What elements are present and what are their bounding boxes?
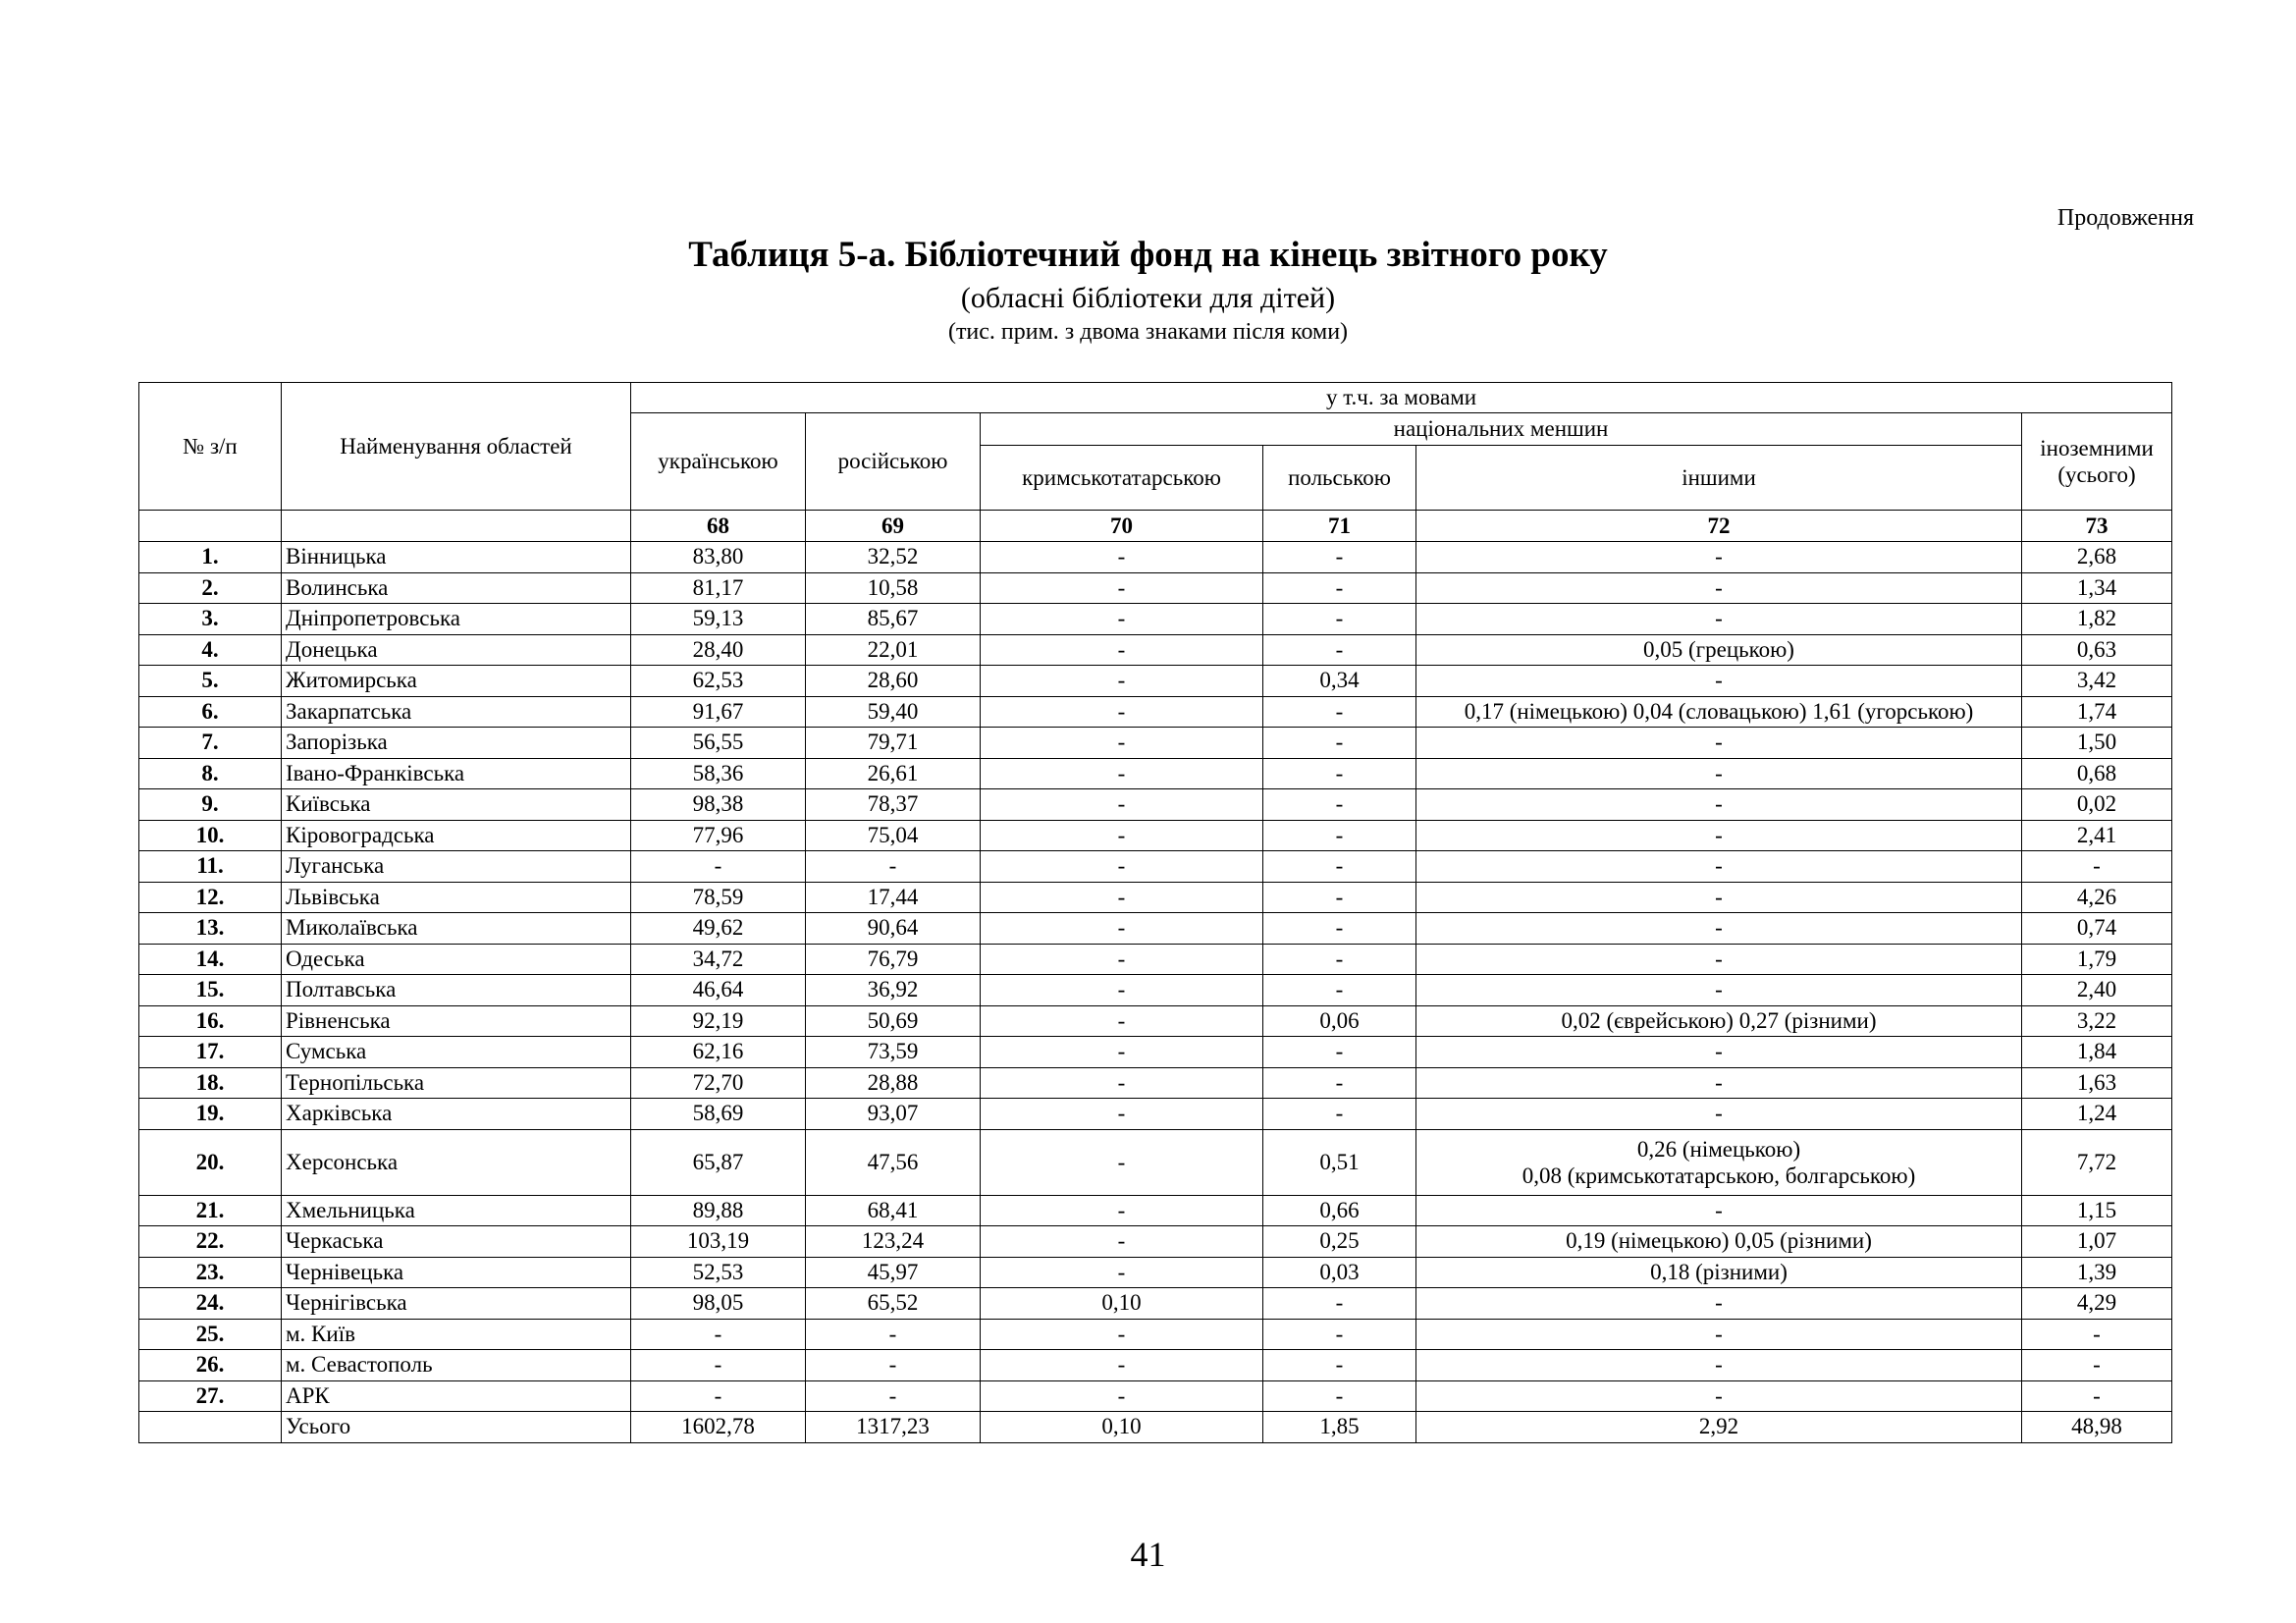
polish-value: - [1263, 634, 1416, 666]
region-name: Закарпатська [282, 696, 631, 728]
ukrainian-value: 78,59 [631, 882, 806, 913]
other-languages-value: 2,92 [1416, 1412, 2022, 1443]
ukrainian-value: 62,53 [631, 666, 806, 697]
crimean-tatar-value: - [981, 1195, 1263, 1226]
region-name: Херсонська [282, 1129, 631, 1195]
crimean-tatar-value: - [981, 1380, 1263, 1412]
row-number: 19. [139, 1099, 282, 1130]
region-name: Запорізька [282, 728, 631, 759]
other-languages-value: - [1416, 758, 2022, 789]
foreign-value: 0,68 [2022, 758, 2172, 789]
crimean-tatar-value: - [981, 1129, 1263, 1195]
table-row [139, 1129, 2172, 1195]
table-row [139, 604, 2172, 635]
ukrainian-value: 46,64 [631, 975, 806, 1006]
table-row [139, 542, 2172, 573]
polish-value: - [1263, 1319, 1416, 1350]
polish-value: 0,34 [1263, 666, 1416, 697]
region-name: Хмельницька [282, 1195, 631, 1226]
region-name: Харківська [282, 1099, 631, 1130]
polish-value: - [1263, 1067, 1416, 1099]
polish-value: - [1263, 572, 1416, 604]
foreign-value: 1,63 [2022, 1067, 2172, 1099]
other-languages-value: - [1416, 975, 2022, 1006]
foreign-value: 0,74 [2022, 913, 2172, 945]
foreign-value: 3,42 [2022, 666, 2172, 697]
polish-value: - [1263, 1380, 1416, 1412]
crimean-tatar-value: - [981, 1257, 1263, 1288]
row-number: 25. [139, 1319, 282, 1350]
region-name: Донецька [282, 634, 631, 666]
row-number: 24. [139, 1288, 282, 1320]
page-number: 41 [1130, 1535, 1166, 1574]
ukrainian-value: 83,80 [631, 542, 806, 573]
russian-value: - [806, 1380, 981, 1412]
region-name: Івано-Франківська [282, 758, 631, 789]
crimean-tatar-value: - [981, 696, 1263, 728]
ukrainian-value: 58,69 [631, 1099, 806, 1130]
crimean-tatar-value: - [981, 1350, 1263, 1381]
crimean-tatar-value: - [981, 572, 1263, 604]
other-languages-value: - [1416, 1067, 2022, 1099]
foreign-value: 1,34 [2022, 572, 2172, 604]
table-row [139, 758, 2172, 789]
polish-value: - [1263, 820, 1416, 851]
region-name: Тернопільська [282, 1067, 631, 1099]
header-ukrainian: українською [631, 413, 806, 511]
crimean-tatar-value: - [981, 542, 1263, 573]
polish-value: - [1263, 728, 1416, 759]
polish-value: - [1263, 975, 1416, 1006]
region-name: Миколаївська [282, 913, 631, 945]
other-languages-value: - [1416, 1288, 2022, 1320]
other-languages-value: - [1416, 1350, 2022, 1381]
polish-value: - [1263, 604, 1416, 635]
header-foreign: іноземними (усього) [2022, 413, 2172, 511]
row-number [139, 1412, 282, 1443]
row-number: 22. [139, 1226, 282, 1258]
russian-value: 45,97 [806, 1257, 981, 1288]
table-row [139, 634, 2172, 666]
polish-value: - [1263, 882, 1416, 913]
ukrainian-value: - [631, 851, 806, 883]
crimean-tatar-value: - [981, 604, 1263, 635]
row-number: 1. [139, 542, 282, 573]
column-number: 70 [981, 511, 1263, 542]
region-name: Чернівецька [282, 1257, 631, 1288]
foreign-value: - [2022, 1380, 2172, 1412]
ukrainian-value: 34,72 [631, 944, 806, 975]
other-languages-value: - [1416, 604, 2022, 635]
russian-value: 32,52 [806, 542, 981, 573]
row-number: 11. [139, 851, 282, 883]
row-number: 5. [139, 666, 282, 697]
crimean-tatar-value: 0,10 [981, 1288, 1263, 1320]
other-languages-line: 0,08 (кримськотатарською, болгарською) [1522, 1163, 1916, 1188]
polish-value: 0,25 [1263, 1226, 1416, 1258]
other-languages-value: - [1416, 1380, 2022, 1412]
table-row [139, 944, 2172, 975]
other-languages-value: - [1416, 1037, 2022, 1068]
polish-value: - [1263, 789, 1416, 821]
foreign-value: 1,82 [2022, 604, 2172, 635]
table-row [139, 1005, 2172, 1037]
russian-value: - [806, 1319, 981, 1350]
ukrainian-value: 98,05 [631, 1288, 806, 1320]
row-number: 18. [139, 1067, 282, 1099]
crimean-tatar-value: - [981, 1319, 1263, 1350]
polish-value: 0,06 [1263, 1005, 1416, 1037]
row-number: 7. [139, 728, 282, 759]
other-languages-value: - [1416, 1099, 2022, 1130]
table-row [139, 1319, 2172, 1350]
ukrainian-value: 28,40 [631, 634, 806, 666]
table-row [139, 696, 2172, 728]
foreign-value: 3,22 [2022, 1005, 2172, 1037]
other-languages-value: - [1416, 789, 2022, 821]
region-name: Сумська [282, 1037, 631, 1068]
foreign-value: 0,02 [2022, 789, 2172, 821]
region-name: АРК [282, 1380, 631, 1412]
other-languages-value: - [1416, 666, 2022, 697]
row-number: 16. [139, 1005, 282, 1037]
units-note: (тис. прим. з двома знаками після коми) [947, 319, 1349, 345]
table-row [139, 820, 2172, 851]
foreign-value: 48,98 [2022, 1412, 2172, 1443]
crimean-tatar-value: - [981, 728, 1263, 759]
other-languages-value: - [1416, 882, 2022, 913]
russian-value: 68,41 [806, 1195, 981, 1226]
column-number: 69 [806, 511, 981, 542]
foreign-value: 1,84 [2022, 1037, 2172, 1068]
region-name: Кіровоградська [282, 820, 631, 851]
russian-value: 123,24 [806, 1226, 981, 1258]
ukrainian-value: - [631, 1350, 806, 1381]
region-name: Усього [282, 1412, 631, 1443]
table-row [139, 851, 2172, 883]
crimean-tatar-value: - [981, 1005, 1263, 1037]
russian-value: 85,67 [806, 604, 981, 635]
russian-value: 17,44 [806, 882, 981, 913]
ukrainian-value: 98,38 [631, 789, 806, 821]
crimean-tatar-value: - [981, 1067, 1263, 1099]
polish-value: - [1263, 1099, 1416, 1130]
russian-value: 47,56 [806, 1129, 981, 1195]
table-row [139, 1099, 2172, 1130]
crimean-tatar-value: - [981, 913, 1263, 945]
foreign-value: 1,79 [2022, 944, 2172, 975]
ukrainian-value: 58,36 [631, 758, 806, 789]
table-row [139, 572, 2172, 604]
total-row [139, 1412, 2172, 1443]
foreign-value: 0,63 [2022, 634, 2172, 666]
ukrainian-value: 72,70 [631, 1067, 806, 1099]
other-languages-value [1416, 1129, 2022, 1195]
table-row [139, 728, 2172, 759]
crimean-tatar-value: - [981, 1037, 1263, 1068]
table-row [139, 1226, 2172, 1258]
table-row [139, 975, 2172, 1006]
other-languages-value: - [1416, 542, 2022, 573]
polish-value: 0,51 [1263, 1129, 1416, 1195]
other-languages-value: - [1416, 1195, 2022, 1226]
foreign-value: 1,24 [2022, 1099, 2172, 1130]
foreign-value: 4,29 [2022, 1288, 2172, 1320]
table-row [139, 1195, 2172, 1226]
russian-value: 1317,23 [806, 1412, 981, 1443]
other-languages-value: - [1416, 572, 2022, 604]
polish-value: 1,85 [1263, 1412, 1416, 1443]
ukrainian-value: 49,62 [631, 913, 806, 945]
row-number: 27. [139, 1380, 282, 1412]
other-languages-value: - [1416, 944, 2022, 975]
foreign-value: - [2022, 1319, 2172, 1350]
row-number: 3. [139, 604, 282, 635]
header-other: іншими [1416, 446, 2022, 511]
row-number: 17. [139, 1037, 282, 1068]
ukrainian-value: 89,88 [631, 1195, 806, 1226]
crimean-tatar-value: - [981, 851, 1263, 883]
russian-value: 90,64 [806, 913, 981, 945]
crimean-tatar-value: - [981, 1226, 1263, 1258]
table-title: Таблиця 5-а. Бібліотечний фонд на кінець звітного року [688, 235, 1608, 275]
crimean-tatar-value: - [981, 820, 1263, 851]
table-row [139, 1350, 2172, 1381]
russian-value: 50,69 [806, 1005, 981, 1037]
other-languages-value: 0,19 (німецькою) 0,05 (різними) [1416, 1226, 2022, 1258]
russian-value: 10,58 [806, 572, 981, 604]
library-fund-table [138, 382, 2172, 1443]
other-languages-value: - [1416, 851, 2022, 883]
header-by-language: у т.ч. за мовами [631, 383, 2172, 413]
russian-value: 65,52 [806, 1288, 981, 1320]
polish-value: - [1263, 1350, 1416, 1381]
table-body [139, 542, 2172, 1443]
russian-value: 75,04 [806, 820, 981, 851]
other-languages-value: - [1416, 820, 2022, 851]
table-row [139, 789, 2172, 821]
ukrainian-value: 92,19 [631, 1005, 806, 1037]
foreign-value: 4,26 [2022, 882, 2172, 913]
region-name: Вінницька [282, 542, 631, 573]
column-number: 73 [2022, 511, 2172, 542]
region-name: Волинська [282, 572, 631, 604]
polish-value: - [1263, 851, 1416, 883]
header-crimean-tatar: кримськотатарською [981, 446, 1263, 511]
ukrainian-value: 65,87 [631, 1129, 806, 1195]
other-languages-value: 0,17 (німецькою) 0,04 (словацькою) 1,61 (угорською) [1416, 696, 2022, 728]
row-number: 4. [139, 634, 282, 666]
ukrainian-value: 52,53 [631, 1257, 806, 1288]
region-name: Луганська [282, 851, 631, 883]
polish-value: - [1263, 944, 1416, 975]
polish-value: - [1263, 913, 1416, 945]
header-num: № з/п [139, 383, 282, 511]
row-number: 14. [139, 944, 282, 975]
column-number: 68 [631, 511, 806, 542]
russian-value: 79,71 [806, 728, 981, 759]
crimean-tatar-value: - [981, 634, 1263, 666]
row-number: 21. [139, 1195, 282, 1226]
row-number: 15. [139, 975, 282, 1006]
ukrainian-value: 59,13 [631, 604, 806, 635]
other-languages-value: - [1416, 913, 2022, 945]
region-name: Черкаська [282, 1226, 631, 1258]
foreign-value: 7,72 [2022, 1129, 2172, 1195]
crimean-tatar-value: - [981, 975, 1263, 1006]
foreign-value: 1,39 [2022, 1257, 2172, 1288]
crimean-tatar-value: - [981, 758, 1263, 789]
ukrainian-value: - [631, 1319, 806, 1350]
foreign-value: 2,68 [2022, 542, 2172, 573]
header-blank-num [139, 511, 282, 542]
other-languages-value: - [1416, 728, 2022, 759]
polish-value: 0,66 [1263, 1195, 1416, 1226]
row-number: 6. [139, 696, 282, 728]
continued-label: Продовження [2056, 205, 2194, 231]
crimean-tatar-value: - [981, 944, 1263, 975]
row-number: 26. [139, 1350, 282, 1381]
polish-value: 0,03 [1263, 1257, 1416, 1288]
region-name: Львівська [282, 882, 631, 913]
russian-value: - [806, 1350, 981, 1381]
crimean-tatar-value: - [981, 882, 1263, 913]
foreign-value: 1,07 [2022, 1226, 2172, 1258]
row-number: 10. [139, 820, 282, 851]
foreign-value: - [2022, 851, 2172, 883]
other-languages-value: 0,05 (грецькою) [1416, 634, 2022, 666]
region-name: м. Севастополь [282, 1350, 631, 1381]
table-row [139, 666, 2172, 697]
column-number: 71 [1263, 511, 1416, 542]
table-row [139, 1257, 2172, 1288]
russian-value: 93,07 [806, 1099, 981, 1130]
russian-value: 22,01 [806, 634, 981, 666]
table-row [139, 913, 2172, 945]
polish-value: - [1263, 1037, 1416, 1068]
russian-value: 73,59 [806, 1037, 981, 1068]
ukrainian-value: 91,67 [631, 696, 806, 728]
polish-value: - [1263, 1288, 1416, 1320]
region-name: Рівненська [282, 1005, 631, 1037]
row-number: 2. [139, 572, 282, 604]
ukrainian-value: 1602,78 [631, 1412, 806, 1443]
russian-value: 26,61 [806, 758, 981, 789]
row-number: 9. [139, 789, 282, 821]
row-number: 13. [139, 913, 282, 945]
region-name: м. Київ [282, 1319, 631, 1350]
crimean-tatar-value: - [981, 666, 1263, 697]
polish-value: - [1263, 758, 1416, 789]
region-name: Одеська [282, 944, 631, 975]
row-number: 20. [139, 1129, 282, 1195]
header-blank-region [282, 511, 631, 542]
russian-value: 78,37 [806, 789, 981, 821]
other-languages-line: 0,26 (німецькою) [1636, 1136, 1801, 1162]
ukrainian-value: 81,17 [631, 572, 806, 604]
russian-value: 28,88 [806, 1067, 981, 1099]
polish-value: - [1263, 542, 1416, 573]
polish-value: - [1263, 696, 1416, 728]
other-languages-value: 0,02 (єврейською) 0,27 (різними) [1416, 1005, 2022, 1037]
crimean-tatar-value: 0,10 [981, 1412, 1263, 1443]
other-languages-value: - [1416, 1319, 2022, 1350]
table-row [139, 882, 2172, 913]
russian-value: 59,40 [806, 696, 981, 728]
ukrainian-value: 103,19 [631, 1226, 806, 1258]
foreign-value: 1,74 [2022, 696, 2172, 728]
russian-value: 36,92 [806, 975, 981, 1006]
region-name: Чернігівська [282, 1288, 631, 1320]
region-name: Київська [282, 789, 631, 821]
foreign-value: 2,41 [2022, 820, 2172, 851]
table-row [139, 1067, 2172, 1099]
foreign-value: - [2022, 1350, 2172, 1381]
row-number: 12. [139, 882, 282, 913]
crimean-tatar-value: - [981, 789, 1263, 821]
russian-value: 28,60 [806, 666, 981, 697]
ukrainian-value: - [631, 1380, 806, 1412]
ukrainian-value: 62,16 [631, 1037, 806, 1068]
column-number: 72 [1416, 511, 2022, 542]
ukrainian-value: 77,96 [631, 820, 806, 851]
row-number: 8. [139, 758, 282, 789]
other-languages-value: 0,18 (різними) [1416, 1257, 2022, 1288]
table-row [139, 1380, 2172, 1412]
crimean-tatar-value: - [981, 1099, 1263, 1130]
foreign-value: 1,50 [2022, 728, 2172, 759]
russian-value: - [806, 851, 981, 883]
ukrainian-value: 56,55 [631, 728, 806, 759]
header-russian: російською [806, 413, 981, 511]
header-minorities: національних меншин [981, 413, 2022, 446]
foreign-value: 2,40 [2022, 975, 2172, 1006]
foreign-value: 1,15 [2022, 1195, 2172, 1226]
region-name: Житомирська [282, 666, 631, 697]
header-polish: польською [1263, 446, 1416, 511]
table-subtitle: (обласні бібліотеки для дітей) [960, 282, 1336, 314]
header-region: Найменування областей [282, 383, 631, 511]
table-row [139, 1288, 2172, 1320]
russian-value: 76,79 [806, 944, 981, 975]
table-row [139, 1037, 2172, 1068]
region-name: Полтавська [282, 975, 631, 1006]
row-number: 23. [139, 1257, 282, 1288]
region-name: Дніпропетровська [282, 604, 631, 635]
